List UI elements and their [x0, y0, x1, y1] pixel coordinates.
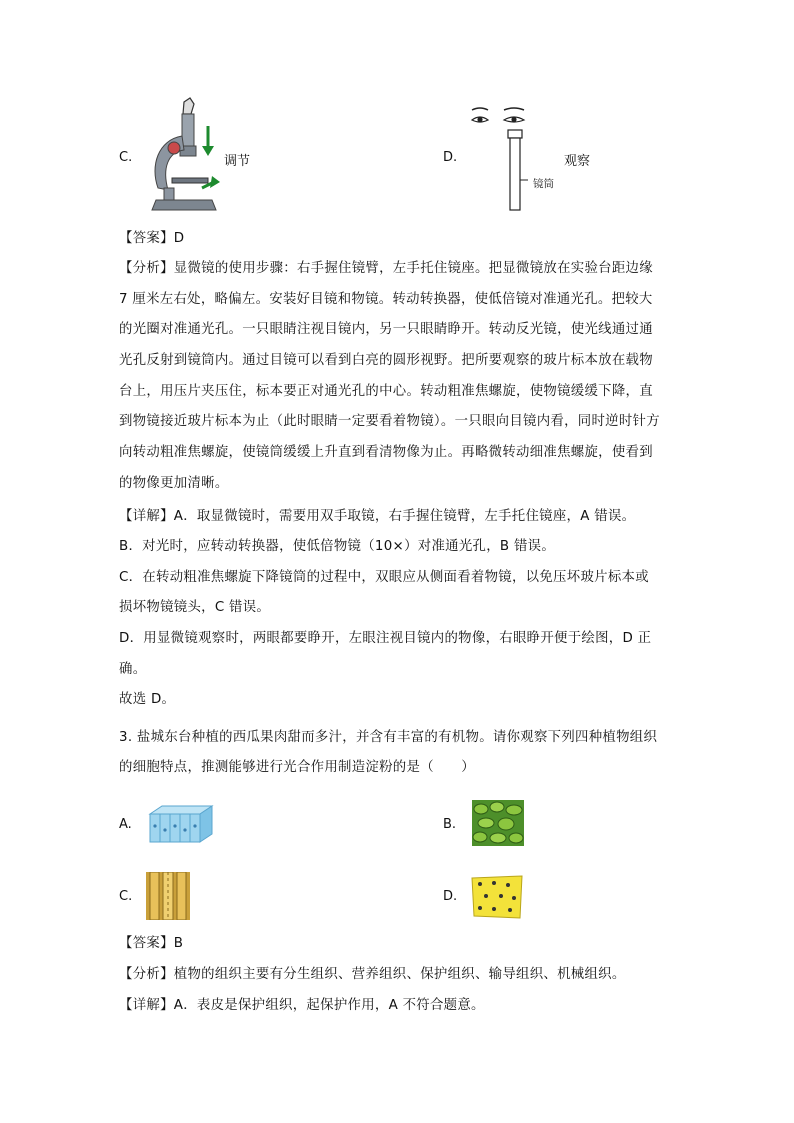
microscope-adjust-figure — [146, 96, 226, 214]
q2-detail-line: 故选 D。 — [119, 692, 176, 707]
tube-label: 镜筒 — [533, 178, 554, 190]
q2-analysis-line: 【分析】显微镜的使用步骤：右手握住镜臂，左手托住镜座。把显微镜放在实验台距边缘 — [119, 261, 653, 276]
conducting-tissue-image — [146, 872, 190, 920]
q2-detail-line: C．在转动粗准焦螺旋下降镜筒的过程中，双眼应从侧面看着物镜，以免压坏玻片标本或 — [119, 570, 649, 585]
q3-option-a-label: A. — [119, 817, 132, 832]
q2-analysis-line: 光孔反射到镜筒内。通过目镜可以看到白亮的圆形视野。把所要观察的玻片标本放在载物 — [119, 353, 653, 368]
q2-analysis-line: 的光圈对准通光孔。一只眼睛注视目镜内，另一只眼睛睁开。转动反光镜，使光线通过通 — [119, 322, 653, 337]
q3-option-c-label: C. — [119, 889, 133, 904]
q3-analysis: 【分析】植物的组织主要有分生组织、营养组织、保护组织、输导组织、机械组织。 — [119, 967, 626, 982]
q2-detail-line: D．用显微镜观察时，两眼都要睁开，左眼注视目镜内的物像，右眼睁开便于绘图，D 正 — [119, 631, 652, 646]
q3-detail: 【详解】A．表皮是保护组织，起保护作用，A 不符合题意。 — [119, 998, 485, 1013]
q3-answer: 【答案】B — [119, 936, 184, 951]
q3-option-b-label: B. — [443, 817, 457, 832]
q2-analysis-line: 台上，用压片夹压住，标本要正对通光孔的中心。转动粗准焦螺旋，使物镜缓缓下降，直 — [119, 384, 653, 399]
option-c-label: C. — [119, 150, 133, 165]
nutrient-tissue-image — [470, 874, 524, 920]
q2-detail-line: 确。 — [119, 662, 147, 677]
q2-analysis-line: 7 厘米左右处，略偏左。安装好目镜和物镜。转动转换器，使低倍镜对准通光孔。把较大 — [119, 292, 653, 307]
q3-question-line: 3. 盐城东台种植的西瓜果肉甜而多汁，并含有丰富的有机物。请你观察下列四种植物组织 — [119, 730, 658, 745]
q3-option-d-label: D. — [443, 889, 458, 904]
option-d-caption: 观察 — [564, 154, 591, 169]
q3-question-line: 的细胞特点，推测能够进行光合作用制造淀粉的是（ ） — [119, 760, 475, 775]
option-c-caption: 调节 — [224, 154, 251, 169]
q2-analysis-line: 向转动粗准焦螺旋，使镜筒缓缓上升直到看清物像为止。再略微转动细准焦螺旋，使看到 — [119, 445, 653, 460]
q2-answer: 【答案】D — [119, 231, 185, 246]
q2-detail-line: B．对光时，应转动转换器，使低倍物镜（10×）对准通光孔，B 错误。 — [119, 539, 556, 554]
epidermis-tissue-image — [146, 804, 214, 844]
q2-detail-line: 损坏物镜镜头，C 错误。 — [119, 600, 271, 615]
observe-eyes-figure — [470, 106, 554, 214]
option-d-label: D. — [443, 150, 458, 165]
q2-analysis-line: 到物镜接近玻片标本为止（此时眼睛一定要看着物镜）。一只眼向目镜内看，同时逆时针方 — [119, 414, 660, 429]
assimilation-tissue-image — [472, 800, 524, 846]
q2-analysis-line: 的物像更加清晰。 — [119, 476, 229, 491]
q2-detail-line: 【详解】A．取显微镜时，需要用双手取镜，右手握住镜臂，左手托住镜座，A 错误。 — [119, 509, 636, 524]
